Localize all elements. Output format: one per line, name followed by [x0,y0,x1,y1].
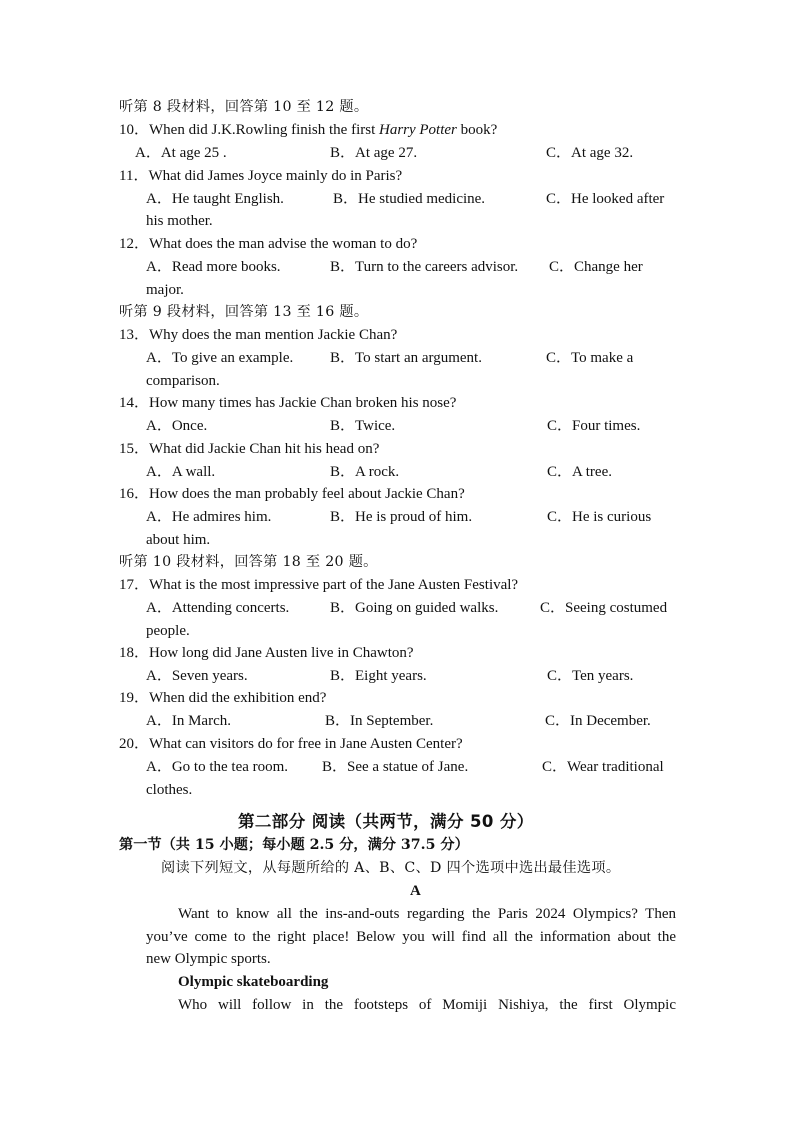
question-13-option-a: A．To give an example. [146,350,294,366]
question-20-stem: 20．What can visitors do for free in Jane Austen Center? [119,736,463,752]
question-14-option-a: A．Once. [146,418,208,434]
question-11-option-c-continued: his mother. [146,213,213,229]
question-14-stem: 14．How many times has Jackie Chan broken his nose? [119,395,457,411]
question-17-option-b: B．Going on guided walks. [330,600,499,616]
section-10-header: 听第 10 段材料，回答第 18 至 20 题。 [119,554,378,570]
question-11-option-c: C．He looked after [546,191,665,207]
question-18-stem: 18．How long did Jane Austen live in Chawton? [119,645,414,661]
question-14-option-b: B．Twice. [330,418,396,434]
question-12-stem: 12．What does the man advise the woman to do? [119,236,418,252]
question-10-stem-pre: 10．When did J.K.Rowling finish the first [119,122,379,138]
question-18-option-a: A．Seven years. [146,668,248,684]
question-16-option-a: A．He admires him. [146,509,272,525]
question-19-option-a: A．In March. [146,713,231,729]
question-11-option-a: A．He taught English. [146,191,284,207]
question-13-option-c: C．To make a [546,350,634,366]
question-20-option-c-continued: clothes. [146,782,193,798]
passage-subheading: Olympic skateboarding [178,974,329,990]
question-16-option-c-continued: about him. [146,532,211,548]
question-12-option-c-continued: major. [146,282,184,298]
part-2-title: 第二部分 阅读（共两节，满分 50 分） [238,812,534,831]
question-17-stem: 17．What is the most impressive part of the Jane Austen Festival? [119,577,519,593]
question-15-stem: 15．What did Jackie Chan hit his head on? [119,441,380,457]
question-16-option-b: B．He is proud of him. [330,509,473,525]
question-18-option-b: B．Eight years. [330,668,427,684]
question-13-option-b: B．To start an argument. [330,350,482,366]
question-17-option-c-continued: people. [146,623,190,639]
section-8-header: 听第 8 段材料，回答第 10 至 12 题。 [119,99,369,115]
question-17-option-a: A．Attending concerts. [146,600,290,616]
question-15-option-b: B．A rock. [330,464,400,480]
question-20-option-c: C．Wear traditional [542,759,664,775]
question-20-option-b: B．See a statue of Jane. [322,759,469,775]
question-19-option-c: C．In December. [545,713,651,729]
section-1-header: 第一节（共 15 小题；每小题 2.5 分，满分 37.5 分） [119,837,469,853]
question-19-option-b: B．In September. [325,713,434,729]
passage-label: A [410,883,421,899]
question-20-option-a: A．Go to the tea room. [146,759,289,775]
section-9-header: 听第 9 段材料，回答第 13 至 16 题。 [119,304,369,320]
question-15-option-c: C．A tree. [547,464,612,480]
question-15-option-a: A．A wall. [146,464,216,480]
question-18-option-c: C．Ten years. [547,668,634,684]
question-14-option-c: C．Four times. [547,418,641,434]
question-13-option-c-continued: comparison. [146,373,220,389]
question-12-option-a: A．Read more books. [146,259,281,275]
question-16-stem: 16．How does the man probably feel about Jackie Chan? [119,486,465,502]
passage-paragraph-1-line-3: new Olympic sports. [146,951,271,967]
question-10-option-a: A．At age 25 . [135,145,227,161]
question-11-stem: 11．What did James Joyce mainly do in Paris? [119,168,403,184]
passage-paragraph-2-line-1: Who will follow in the footsteps of Momiji Nishiya, the first Olympic [178,997,676,1013]
question-12-option-b: B．Turn to the careers advisor. [330,259,519,275]
question-13-stem: 13．Why does the man mention Jackie Chan? [119,327,398,343]
question-10-stem-post: book? [456,122,498,138]
question-10-stem [119,119,497,142]
passage-paragraph-1-line-2: you’ve come to the right place! Below you will find all the information about the [146,929,676,945]
question-10-option-b: B．At age 27. [330,145,418,161]
question-11-option-b: B．He studied medicine. [333,191,486,207]
question-19-stem: 19．When did the exhibition end? [119,690,327,706]
question-12-option-c: C．Change her [549,259,643,275]
book-title: Harry Potter [378,122,457,138]
question-16-option-c: C．He is curious [547,509,652,525]
reading-instruction: 阅读下列短文，从每题所给的 A、B、C、D 四个选项中选出最佳选项。 [161,860,621,876]
question-10-option-c: C．At age 32. [546,145,634,161]
passage-paragraph-1-line-1: Want to know all the ins-and-outs regarding the Paris 2024 Olympics? Then [178,906,676,922]
question-17-option-c: C．Seeing costumed [540,600,668,616]
